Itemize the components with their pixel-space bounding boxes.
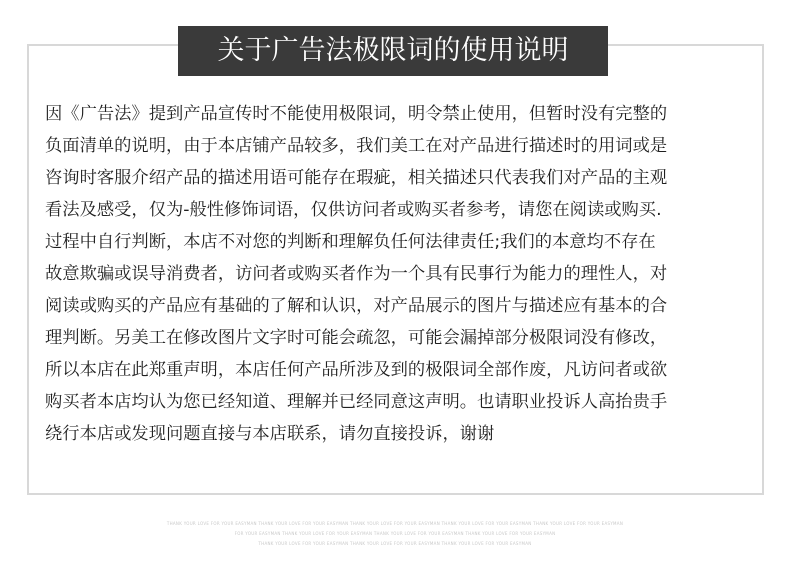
notice-body-line: 因《广告法》提到产品宣传时不能使用极限词，明令禁止使用，但暂时没有完整的: [45, 104, 668, 124]
notice-body-line: 看法及感受，仅为-般性修饰词语，仅供访问者或购买者参考，请您在阅读或购买.: [45, 200, 662, 220]
footer-slogan-line: FOR YOUR EASYMAN THANK YOUR LOVE FOR YOUR EASYMAN THANK YOUR LOVE FOR YOUR EASYMAN THANK YOUR LOVE FOR YOUR EASYMAN: [234, 531, 556, 536]
footer-slogan-line: THANK YOUR LOVE FOR YOUR EASYMAN THANK YOUR LOVE FOR YOUR EASYMAN THANK YOUR LOVE FOR YOUR EASYMAN THANK YOUR LOVE FOR YOUR EASYMAN THANK YOUR LOVE FOR YOUR EASYMAN: [166, 521, 624, 526]
footer-slogan: [0, 519, 790, 549]
notice-body-line: 绕行本店或发现问题直接与本店联系，请勿直接投诉，谢谢: [45, 424, 495, 444]
notice-body-line: 故意欺骗或误导消费者，访问者或购买者作为一个具有民事行为能力的理性人，对: [45, 264, 668, 284]
notice-body-line: 理判断。另美工在修改图片文字时可能会疏忽，可能会漏掉部分极限词没有修改，: [45, 328, 668, 348]
notice-body-line: 咨询时客服介绍产品的描述用语可能存在瑕疵，相关描述只代表我们对产品的主观: [45, 168, 668, 188]
notice-body-line: 所以本店在此郑重声明，本店任何产品所涉及到的极限词全部作废，凡访问者或欲: [45, 360, 668, 380]
notice-title: 关于广告法极限词的使用说明: [178, 26, 608, 76]
notice-body: [45, 98, 750, 450]
notice-body-line: 过程中自行判断，本店不对您的判断和理解负任何法律责任;我们的本意均不存在: [45, 232, 656, 252]
notice-body-line: 负面清单的说明，由于本店铺产品较多，我们美工在对产品进行描述时的用词或是: [45, 136, 668, 156]
footer-slogan-line: THANK YOUR LOVE FOR YOUR EASYMAN THANK YOUR LOVE FOR YOUR EASYMAN THANK YOUR LOVE FOR YOUR EASYMAN: [258, 541, 532, 546]
notice-body-line: 购买者本店均认为您已经知道、理解并已经同意这声明。也请职业投诉人高抬贵手: [45, 392, 668, 412]
notice-body-line: 阅读或购买的产品应有基础的了解和认识，对产品展示的图片与描述应有基本的合: [45, 296, 668, 316]
